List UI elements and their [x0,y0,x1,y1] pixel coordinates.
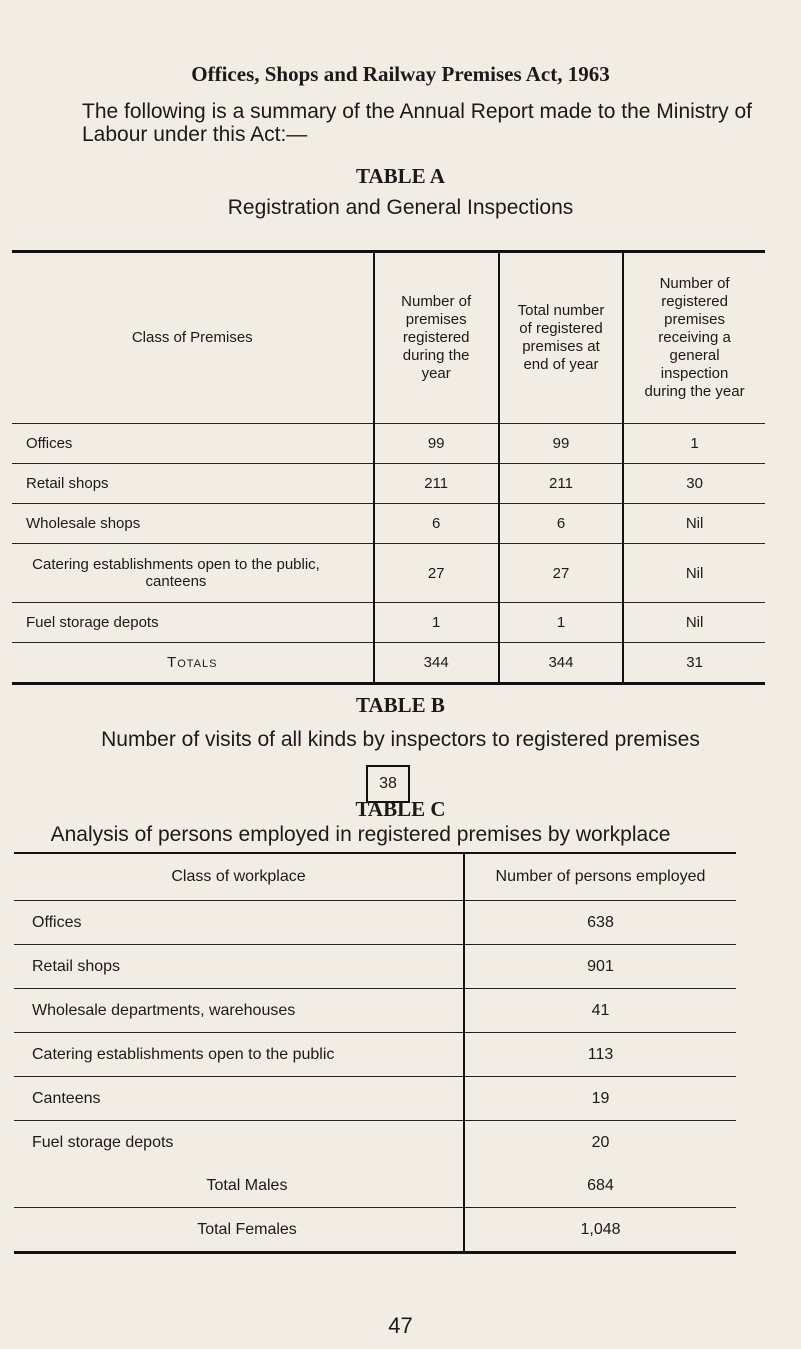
row-inspected: Nil [623,603,765,643]
row-registered: 6 [374,504,499,544]
table-c [14,852,736,1254]
row-inspected: 1 [623,424,765,464]
row-inspected: Nil [623,504,765,544]
table-b-subtitle: Number of visits of all kinds by inspectors to registered premises [101,728,700,751]
row-total: 27 [499,544,623,603]
table-row [14,901,736,945]
table-row [12,464,765,504]
table-row [14,989,736,1033]
page-number: 47 [388,1313,413,1338]
table-c-header-employed: Number of persons employed [464,853,736,901]
table-b-caption: TABLE B [356,693,445,717]
table-row [14,945,736,989]
total-males-label: Total Males [206,1176,288,1194]
table-row [14,1033,736,1077]
table-row [12,603,765,643]
row-label: Retail shops [14,945,464,989]
row-label: Offices [12,424,374,464]
row-registered: 1 [374,603,499,643]
total-males-row [14,1164,736,1208]
intro-paragraph: The following is a summary of the Annual Report made to the Ministry of Labour under this Act:— [82,100,752,146]
table-a-header-class: Class of Premises [131,329,253,346]
row-total: 6 [499,504,623,544]
document-title: Offices, Shops and Railway Premises Act, 1963 [191,62,610,86]
row-label: Offices [14,901,464,945]
row-label: Retail shops [12,464,374,504]
row-registered: 27 [374,544,499,603]
row-inspected: Nil [623,544,765,603]
table-c-subtitle: Analysis of persons employed in registered premises by workplace [50,823,671,846]
totals-inspected: 31 [623,643,765,684]
table-c-header-row [14,853,736,901]
table-a-header-inspected: Number of registered premises receiving a general inspection during the year [623,252,765,424]
table-a-caption: TABLE A [356,164,445,188]
row-value: 19 [464,1077,736,1121]
totals-row [12,643,765,684]
row-total: 99 [499,424,623,464]
row-total: 211 [499,464,623,504]
totals-registered: 344 [374,643,499,684]
row-label: Fuel storage depots [14,1121,464,1165]
table-row [12,424,765,464]
row-label: Catering establishments open to the public [14,1033,464,1077]
table-row [12,504,765,544]
row-label: Fuel storage depots [12,603,374,643]
row-value: 901 [464,945,736,989]
row-registered: 99 [374,424,499,464]
row-value: 638 [464,901,736,945]
row-label: Wholesale departments, warehouses [14,989,464,1033]
total-females-row [14,1208,736,1253]
table-row [14,1077,736,1121]
total-females-value: 1,048 [464,1208,736,1253]
row-inspected: 30 [623,464,765,504]
table-b-value-box: 38 [366,765,410,803]
table-a [12,250,765,685]
table-a-header-total: Total number of registered premises at end of year [499,252,623,424]
table-row [14,1121,736,1165]
row-label: Wholesale shops [12,504,374,544]
row-label: Catering establishments open to the public, canteens [12,544,374,603]
total-males-value: 684 [464,1164,736,1208]
table-a-subtitle: Registration and General Inspections [227,196,574,219]
table-a-header-row [12,252,765,424]
row-value: 20 [464,1121,736,1165]
row-value: 113 [464,1033,736,1077]
totals-total: 344 [499,643,623,684]
table-row [12,544,765,603]
total-females-label: Total Females [14,1208,464,1253]
row-total: 1 [499,603,623,643]
row-value: 41 [464,989,736,1033]
table-c-caption: TABLE C [355,797,446,821]
row-registered: 211 [374,464,499,504]
totals-label: Totals [12,643,374,684]
table-a-header-registered: Number of premises registered during the year [374,252,499,424]
table-c-header-class: Class of workplace [171,868,306,885]
row-label: Canteens [14,1077,464,1121]
